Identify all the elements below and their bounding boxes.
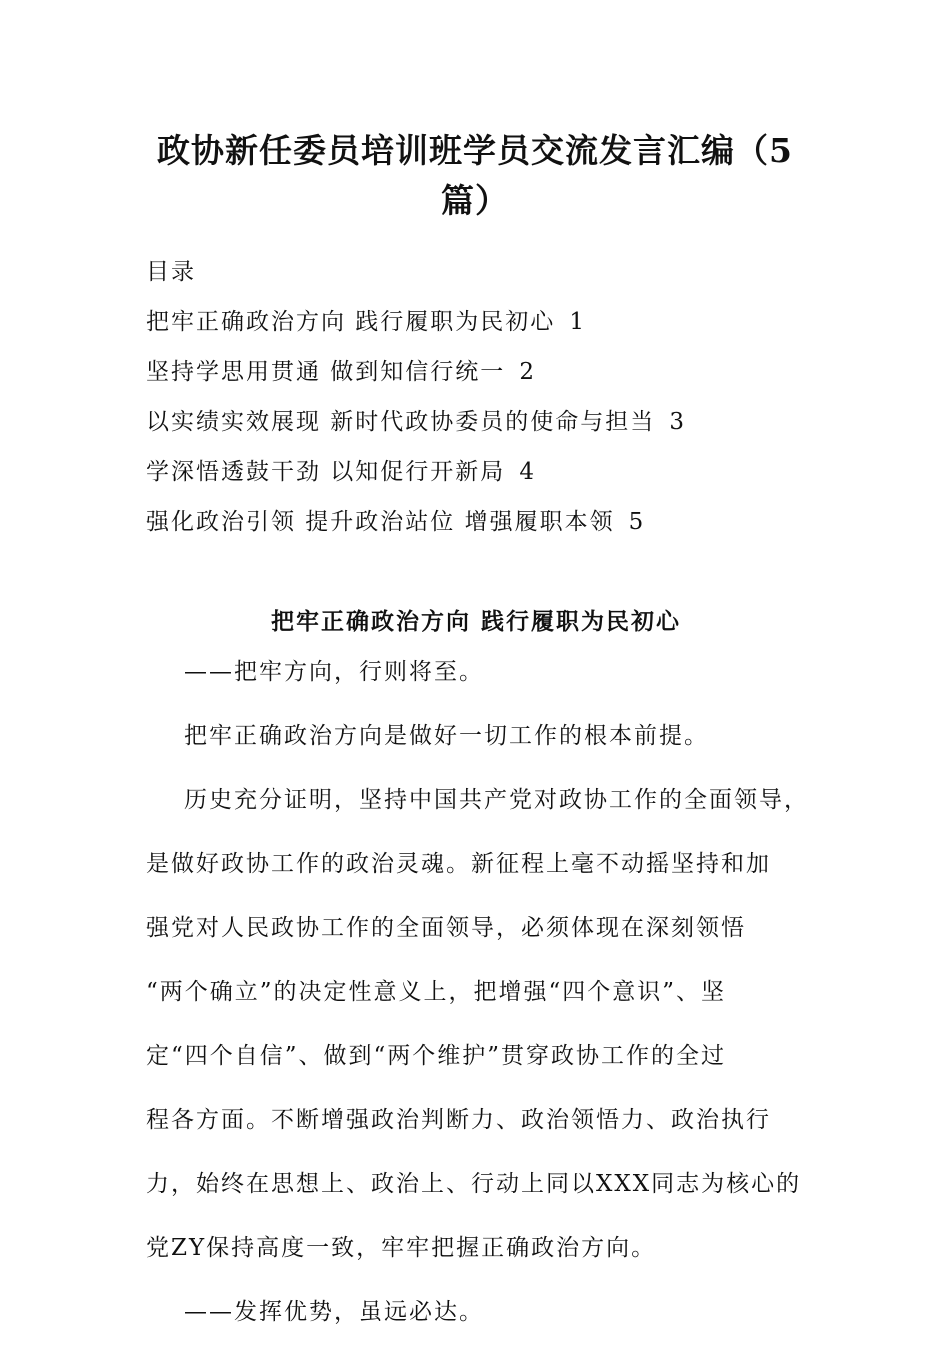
document-title-line-1: 政协新任委员培训班学员交流发言汇编（5: [157, 131, 793, 170]
body-line: 是做好政协工作的政治灵魂。新征程上毫不动摇坚持和加: [146, 851, 771, 877]
toc-heading: 目录: [146, 259, 196, 285]
toc-item-label: 坚持学思用贯通 做到知信行统一: [146, 359, 506, 385]
toc-item-page: 4: [519, 459, 536, 485]
body-line: ——发挥优势，虽远必达。: [184, 1299, 484, 1325]
toc-item[interactable]: [146, 304, 686, 354]
toc-item-label: 学深悟透鼓干劲 以知促行开新局: [146, 459, 506, 485]
toc-item[interactable]: [146, 504, 686, 554]
body-line: ——把牢方向，行则将至。: [184, 659, 484, 685]
toc-item[interactable]: [146, 454, 686, 504]
document-title-line-2: 篇）: [441, 181, 509, 220]
toc-item[interactable]: [146, 404, 686, 454]
section-title: 把牢正确政治方向 践行履职为民初心: [270, 608, 681, 635]
section-body: [146, 654, 816, 1358]
toc-item-label: 把牢正确政治方向 践行履职为民初心: [146, 309, 556, 335]
toc-item-label: 以实绩实效展现 新时代政协委员的使命与担当: [146, 409, 656, 435]
body-line: 把牢正确政治方向是做好一切工作的根本前提。: [184, 723, 709, 749]
body-line: 程各方面。不断增强政治判断力、政治领悟力、政治执行: [146, 1107, 771, 1133]
toc-item[interactable]: [146, 354, 686, 404]
toc-item-page: 3: [669, 409, 686, 435]
document-title: [130, 126, 820, 226]
body-line: 历史充分证明，坚持中国共产党对政协工作的全面领导，: [184, 787, 809, 813]
table-of-contents: [146, 304, 686, 554]
toc-item-page: 5: [628, 509, 646, 535]
body-line: 定“四个自信”、做到“两个维护”贯穿政协工作的全过: [146, 1043, 727, 1069]
body-line: “两个确立”的决定性意义上，把增强“四个意识”、坚: [146, 979, 727, 1005]
body-line: 党ZY保持高度一致，牢牢把握正确政治方向。: [146, 1235, 657, 1261]
body-line: 力，始终在思想上、政治上、行动上同以XXX同志为核心的: [146, 1171, 802, 1197]
toc-item-label: 强化政治引领 提升政治站位 增强履职本领: [146, 509, 615, 535]
body-line: 强党对人民政协工作的全面领导，必须体现在深刻领悟: [146, 915, 746, 941]
toc-item-page: 2: [519, 359, 536, 385]
toc-item-page: 1: [569, 309, 586, 335]
